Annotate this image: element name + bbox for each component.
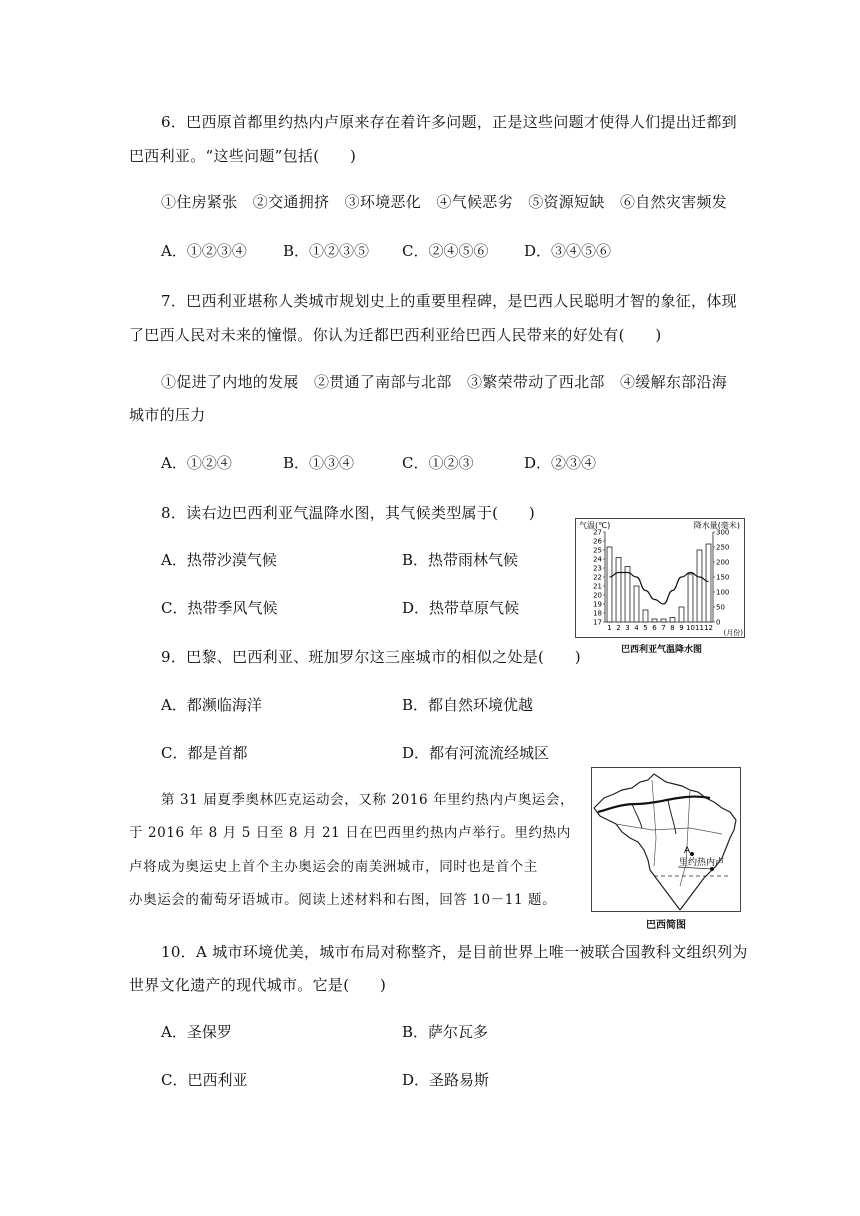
precipitation-bar: [688, 574, 693, 622]
q10-option-b: B．萨尔瓦多: [402, 1023, 489, 1041]
precipitation-bar: [625, 567, 630, 623]
q9-stem: 9．巴黎、巴西利亚、班加罗尔这三座城市的相似之处是( ): [161, 648, 581, 666]
temp-tick-label: 18: [593, 609, 602, 618]
month-tick-label: 2: [616, 624, 621, 632]
precip-tick-label: 50: [716, 603, 725, 612]
precipitation-bar: [643, 610, 648, 622]
q8-option-d: D．热带草原气候: [402, 599, 520, 617]
temp-tick-label: 20: [593, 591, 602, 600]
month-tick-label: 12: [704, 624, 713, 632]
temp-tick-label: 23: [593, 564, 602, 573]
right-axis-title: 降水量(毫米): [693, 521, 740, 530]
q10-option-c: C．巴西利亚: [161, 1071, 248, 1089]
precipitation-bar: [607, 547, 612, 622]
q9-option-d: D．都有河流流经城区: [402, 744, 550, 762]
temp-tick-label: 22: [593, 573, 602, 582]
climate-chart: [576, 519, 744, 637]
month-tick-label: 4: [634, 624, 639, 632]
q7-stem-line1: 7．巴西利亚堪称人类城市规划史上的重要里程碑，是巴西人民聪明才智的象征，体现: [161, 292, 737, 310]
temp-tick-label: 25: [593, 546, 602, 555]
climate-chart-frame: [575, 518, 745, 638]
city-a-label: A: [684, 846, 691, 856]
precipitation-bar: [670, 618, 675, 623]
temperature-line: [610, 573, 709, 605]
q6-option-d: D．③④⑤⑥: [524, 242, 612, 260]
temp-tick-label: 26: [593, 537, 602, 546]
temp-tick-label: 17: [593, 618, 602, 627]
q10-option-d: D．圣路易斯: [402, 1071, 490, 1089]
left-axis-title: 气温(℃): [579, 521, 611, 530]
precip-tick-label: 200: [716, 558, 730, 567]
q6-option-b: B．①②③⑤: [283, 242, 370, 260]
q8-option-a: A．热带沙漠气候: [161, 551, 277, 569]
temp-tick-label: 21: [593, 582, 602, 591]
precipitation-bar: [679, 607, 684, 622]
passage-line4: 办奥运会的葡萄牙语城市。阅读上述材料和右图，回答 10－11 题。: [129, 892, 557, 908]
q7-items-line1: ①促进了内地的发展 ②贯通了南部与北部 ③繁荣带动了西北部 ④缓解东部沿海: [161, 373, 728, 391]
state-line: [680, 790, 690, 886]
passage-line1: 第 31 届夏季奥林匹克运动会，又称 2016 年里约热内卢奥运会，: [161, 792, 575, 808]
q7-option-a: A．①②④: [161, 454, 232, 472]
q7-option-d: D．②③④: [524, 454, 597, 472]
tributary: [632, 804, 642, 828]
precipitation-bar: [697, 550, 702, 622]
q9-option-a: A．都濒临海洋: [161, 696, 262, 714]
temp-tick-label: 19: [593, 600, 602, 609]
month-tick-label: 10: [686, 624, 695, 632]
q10-stem-line2: 世界文化遗产的现代城市。它是( ): [129, 976, 387, 994]
month-tick-label: 8: [670, 624, 675, 632]
q10-stem-line1: 10．A 城市环境优美，城市布局对称整齐，是目前世界上唯一被联合国教科文组织列为: [161, 943, 748, 961]
state-line: [652, 780, 656, 866]
month-tick-label: 11: [695, 624, 704, 632]
precip-tick-label: 250: [716, 543, 730, 552]
precip-tick-label: 100: [716, 588, 730, 597]
q6-items: ①住房紧张 ②交通拥挤 ③环境恶化 ④气候恶劣 ⑤资源短缺 ⑥自然灾害频发: [161, 193, 728, 211]
month-tick-label: 7: [661, 624, 666, 632]
q6-stem-line2: 巴西利亚。“这些问题”包括( ): [129, 147, 357, 165]
q8-option-c: C．热带季风气候: [161, 599, 278, 617]
month-tick-label: 5: [643, 624, 648, 632]
month-tick-label: 6: [652, 624, 657, 632]
north-coast: [690, 790, 736, 820]
passage-line3: 卢将成为奥运史上首个主办奥运会的南美洲城市，同时也是首个主: [129, 859, 538, 875]
q6-stem-line1: 6．巴西原首都里约热内卢原来存在着许多问题，正是这些问题才使得人们提出迁都到: [161, 113, 737, 131]
precipitation-bar: [706, 544, 711, 622]
q6-option-a: A．①②③④: [161, 242, 247, 260]
precipitation-bar: [634, 586, 639, 622]
city-a-marker: [690, 852, 694, 856]
brazil-map-frame: [591, 767, 741, 912]
q8-stem: 8．读右边巴西利亚气温降水图，其气候类型属于( ): [161, 504, 536, 522]
temp-tick-label: 27: [593, 528, 602, 537]
q7-option-b: B．①③④: [283, 454, 355, 472]
climate-chart-caption: 巴西利亚气温降水图: [621, 645, 703, 655]
q8-option-b: B．热带雨林气候: [402, 551, 519, 569]
month-tick-label: 3: [625, 624, 630, 632]
q6-option-c: C．②④⑤⑥: [402, 242, 489, 260]
precipitation-bar: [661, 619, 666, 622]
west-border: [594, 808, 680, 910]
temp-tick-label: 24: [593, 555, 602, 564]
q7-items-line2: 城市的压力: [129, 406, 206, 424]
precipitation-bar: [616, 558, 621, 623]
q9-option-b: B．都自然环境优越: [402, 696, 534, 714]
precip-tick-label: 150: [716, 573, 730, 582]
rio-label: 里约热内卢: [679, 858, 725, 868]
brazil-map: [592, 768, 740, 911]
month-tick-label: 1: [607, 624, 612, 632]
brazil-map-caption: 巴西简图: [646, 920, 686, 931]
state-line: [616, 824, 722, 834]
precipitation-bar: [652, 619, 657, 622]
month-tick-label: 9: [679, 624, 684, 632]
q9-option-c: C．都是首都: [161, 744, 248, 762]
precip-tick-label: 0: [716, 618, 721, 627]
x-axis-unit: (月份): [723, 629, 743, 637]
q10-option-a: A．圣保罗: [161, 1023, 232, 1041]
precip-tick-label: 300: [716, 528, 730, 537]
q7-option-c: C．①②③: [402, 454, 474, 472]
q7-stem-line2: 了巴西人民对未来的憧憬。你认为迁都巴西利亚给巴西人民带来的好处有( ): [129, 326, 662, 344]
passage-line2: 于 2016 年 8 月 5 日至 8 月 21 日在巴西里约热内卢举行。里约热内: [129, 825, 571, 841]
